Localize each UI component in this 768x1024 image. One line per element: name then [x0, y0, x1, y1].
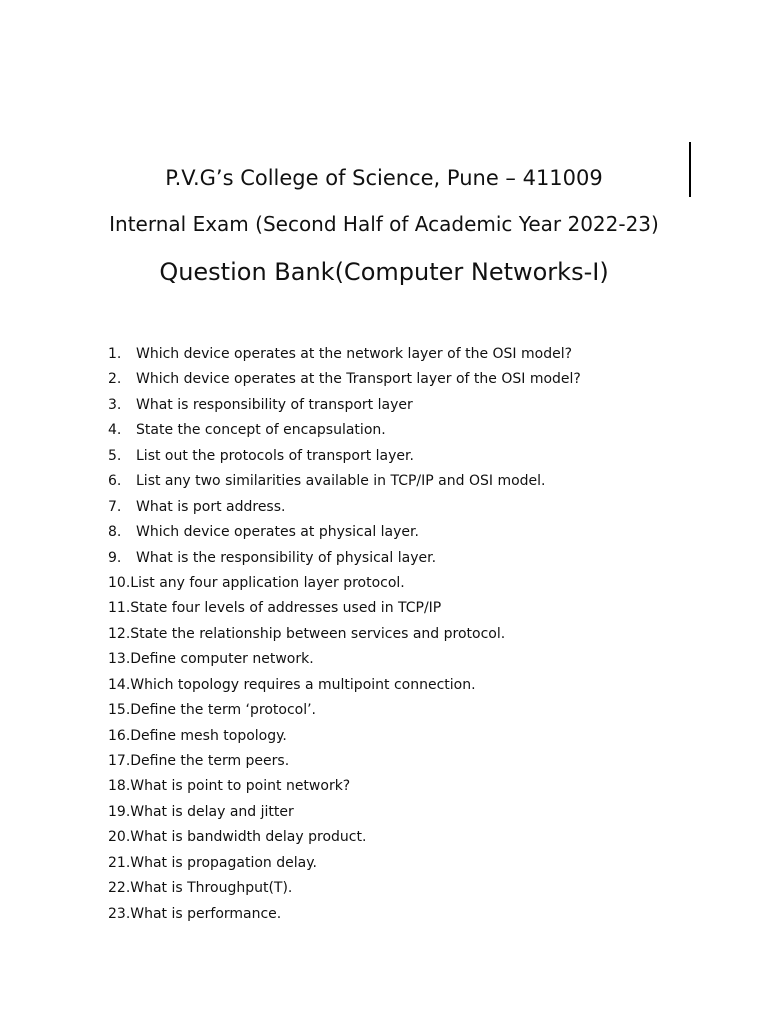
question-number: 14. [108, 676, 131, 693]
question-bank-title: Question Bank(Computer Networks-I) [159, 258, 609, 286]
question-text: What is responsibility of transport layer [136, 396, 413, 413]
question-number: 17. [108, 753, 131, 769]
question-number: 22. [108, 880, 131, 897]
question-text: Define the term ‘protocol’. [130, 702, 316, 719]
question-item [108, 546, 581, 571]
exam-heading: Internal Exam (Second Half of Academic Year 2022-23) [109, 212, 659, 236]
question-text: Which topology requires a multipoint connection. [130, 676, 476, 693]
question-text: List out the protocols of transport layer. [136, 447, 414, 464]
question-number: 6. [108, 473, 122, 490]
question-number: 4. [108, 422, 122, 439]
question-item [108, 367, 581, 392]
question-item [108, 469, 581, 494]
question-number: 10. [108, 574, 131, 591]
question-list [108, 342, 581, 927]
question-text: Define the term peers. [130, 753, 290, 769]
question-text: Which device operates at the network layer of the OSI model? [136, 346, 573, 362]
question-item [108, 495, 581, 520]
question-number: 23. [108, 905, 131, 922]
question-number: 2. [108, 371, 122, 388]
question-number: 20. [108, 829, 131, 846]
question-number: 13. [108, 651, 131, 668]
question-number: 5. [108, 447, 122, 464]
college-heading: P.V.G’s College of Science, Pune – 411009 [165, 166, 603, 190]
question-number: 7. [108, 498, 122, 515]
question-item [108, 647, 581, 672]
question-item [108, 571, 581, 596]
question-text: State four levels of addresses used in TCP/IP [130, 600, 442, 617]
question-item [108, 444, 581, 469]
question-item [108, 342, 581, 367]
question-item [108, 825, 581, 850]
question-item [108, 393, 581, 418]
question-number: 11. [108, 600, 131, 617]
question-text: What is performance. [130, 905, 282, 922]
question-item [108, 622, 581, 647]
question-number: 15. [108, 702, 131, 719]
question-number: 12. [108, 625, 131, 642]
question-item [108, 418, 581, 443]
question-item [108, 851, 581, 876]
question-text: Which device operates at the Transport layer of the OSI model? [136, 371, 581, 388]
question-number: 21. [108, 854, 131, 871]
question-text: List any two similarities available in TCP/IP and OSI model. [136, 473, 546, 490]
question-item [108, 673, 581, 698]
question-text: State the concept of encapsulation. [136, 422, 386, 439]
question-text: Define mesh topology. [130, 727, 287, 744]
question-text: What is bandwidth delay product. [130, 829, 367, 846]
question-item [108, 774, 581, 799]
question-number: 8. [108, 524, 122, 541]
question-number: 3. [108, 396, 122, 413]
question-number: 19. [108, 803, 131, 820]
question-text: List any four application layer protocol. [130, 574, 405, 591]
question-text: What is the responsibility of physical layer. [136, 549, 437, 566]
question-text: What is port address. [136, 498, 286, 515]
question-text: What is Throughput(T). [130, 880, 293, 897]
question-number: 1. [108, 346, 122, 362]
question-text: State the relationship between services and protocol. [130, 625, 506, 642]
question-item [108, 749, 581, 774]
question-number: 16. [108, 727, 131, 744]
question-text: What is propagation delay. [130, 854, 317, 871]
question-number: 9. [108, 549, 122, 566]
question-item [108, 800, 581, 825]
question-text: What is point to point network? [130, 778, 351, 795]
question-item [108, 520, 581, 545]
question-item [108, 724, 581, 749]
vertical-rule [689, 142, 691, 197]
question-text: Define computer network. [130, 651, 314, 668]
question-item [108, 876, 581, 901]
question-item [108, 698, 581, 723]
question-text: Which device operates at physical layer. [136, 524, 419, 541]
question-text: What is delay and jitter [130, 803, 294, 820]
question-number: 18. [108, 778, 131, 795]
question-item [108, 902, 581, 927]
question-item [108, 596, 581, 621]
